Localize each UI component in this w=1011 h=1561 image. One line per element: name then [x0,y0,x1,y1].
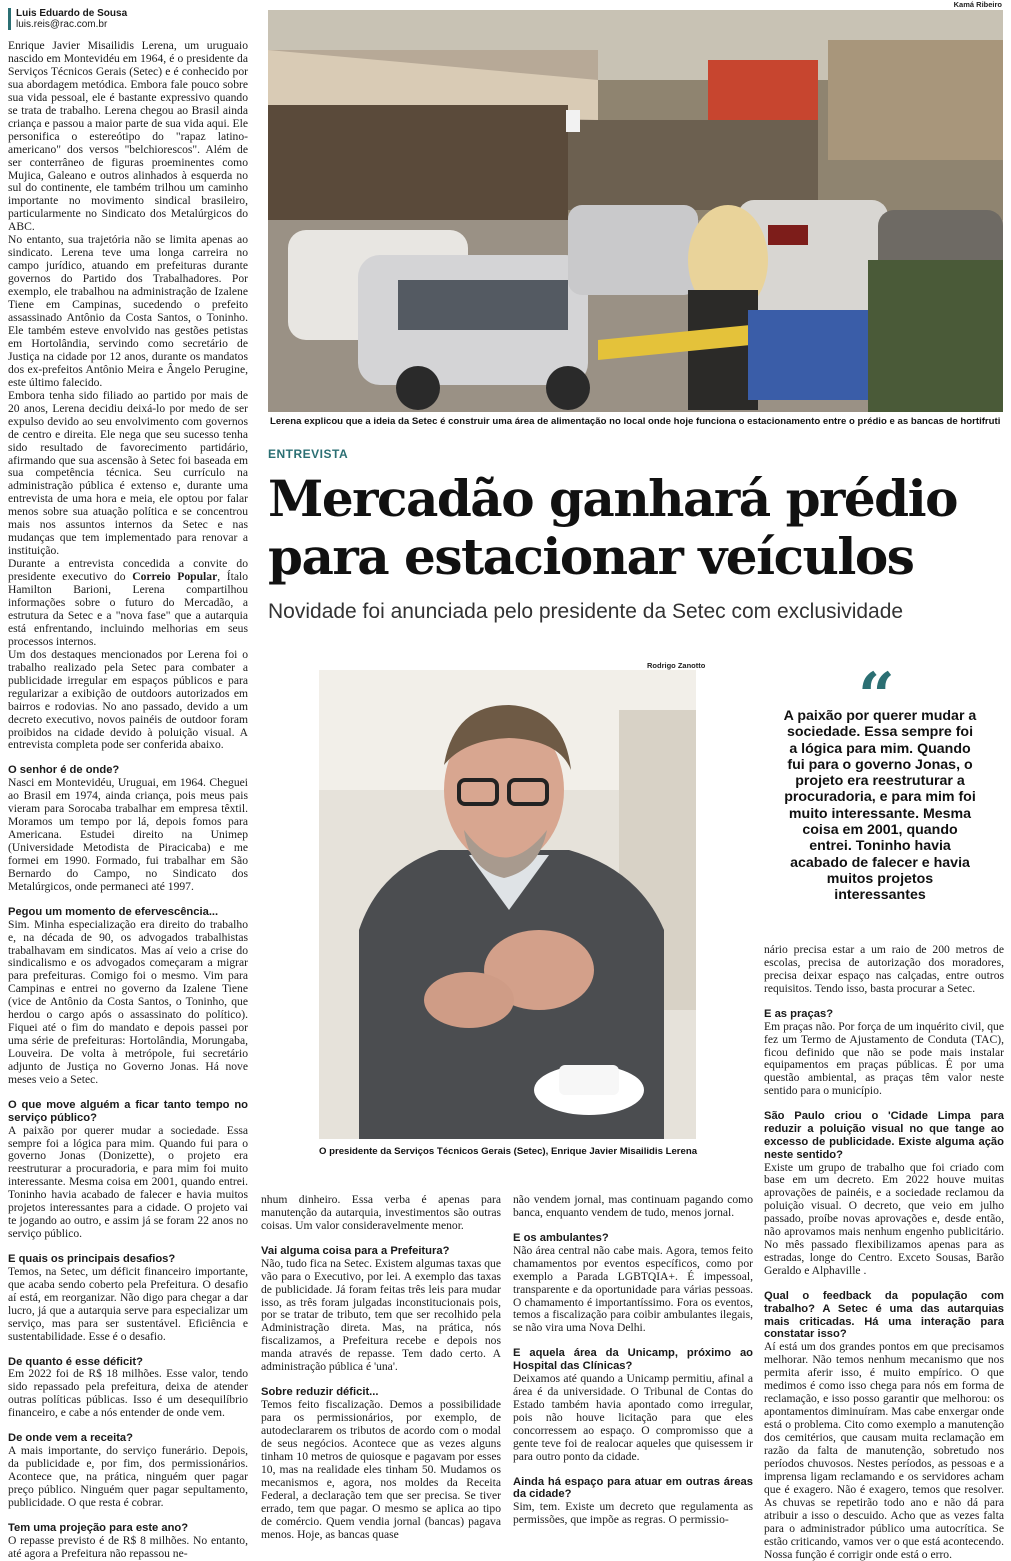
question: De quanto é esse déficit? [8,1355,143,1368]
article-column-4 [764,943,1004,1561]
article-column-1 [8,39,248,1560]
article-column-3 [513,1194,753,1535]
answer: nário precisa estar a um raio de 200 metros de escolas, precisa de autorização dos moradores, precisa deixar espaço nas calçadas, entre outros requisitos. Tendo isso, basta procurar a Setec. [764,943,1004,995]
photo1-credit: Kamá Ribeiro [953,0,1002,9]
market-street-photo [268,10,1003,412]
question: E quais os principais desafios? [8,1253,176,1266]
question: E aquela área da Unicamp, próximo ao Hospital das Clínicas? [513,1347,753,1373]
byline-author: Luis Eduardo de Sousa [16,8,128,19]
question: Sobre reduzir déficit... [261,1386,379,1399]
answer: nhum dinheiro. Essa verba é apenas para manutenção da autarquia, investimentos são outras coisas. Um valor consideravelmente menor. [261,1193,501,1232]
intro-paragraph-1: Enrique Javier Misailidis Lerena, um uruguaio nascido em Montevidéu em 1964, é o presidente da Serviços Técnicos Gerais (Setec) e é conhecido por sua abordagem metódica. Embora fale pouco sobre sua vida pessoal, ele é bastante expressivo quando se trata de trabalho. Lerena chegou ao Brasil ainda criança e passou a maior parte de sua vida aqui. Ele personifica o estereótipo do "rapaz latino-americano" dos versos "belchiorescos". Além de ser conterrâneo de figuras proeminentes como Mujica, Galeano e outros alinhados à esquerda no sul do continente, ele também trilhou um caminho importante no movimento sindical brasileiro, particularmente no Sindicato dos Metalúrgicos do ABC. [8,39,248,234]
intro-paragraph-5: Um dos destaques mencionados por Lerena foi o trabalho realizado pela Setec para combater a publicidade irregular em espaços públicos e para regularizar a exibição de outdoors autorizados em bairros e rodovias. No ano passado, devido a um decreto executivo, novos painéis de outdoor foram proibidos na cidade devido à poluição visual. A entrevista completa pode ser conferida abaixo. [8,647,248,752]
question: Tem uma projeção para este ano? [8,1521,189,1534]
answer: Em 2022 foi de R$ 18 milhões. Esse valor, tendo sido repassado pela prefeitura, deixa de atender outras políticas públicas. Isso é um desequilíbrio financeiro, e cabe a nós entender de onde vem. [8,1367,248,1420]
answer: Temos feito fiscalização. Demos a possibilidade para os permissionários, por exemplo, de autodeclararem os tributos de acordo com o modal de seus negócios. Acontece que as vezes alguns tinham 10 metros de quiosque e pagavam por esses 10, mas na realidade eles tinham 50. Mudamos os mecanismos e, agora, nos moldes da Receita Federal, a declaração tem que ser precisa. Se tiver errado, tem que pagar. O mesmo se aplica ao tipo de comércio. Quem vendia jornal (bancas) pagava menos. Hoje, as bancas quase [261,1398,501,1541]
answer: Aí está um dos grandes pontos em que precisamos melhorar. Não temos nenhum mecanismo que nos permita aferir isso, é muito empírico. O que medimos é como isso chega para nós em forma de reclamação, e isso posso garantir que melhorou: os apontamentos diminuíram. Mas cabe enxergar onde está o problema. Cito como exemplo a manutenção dos cemitérios, que causam muita reclamação em razão da falta de manutenção, sobretudo nos períodos chuvosos. Nestes períodos, as pessoas e a imprensa ligam reclamando e os servidores acham que é exagero. Não é exagero, temos que resolver. As chuvas se repetirão todo ano e não dá para atribuir a isso o descuido. Acho que as vezes falta para o administrador público uma autocrítica. Se estão criticando, vamos ver o que está acontecendo. Nossa função é corrigir onde está o erro. [764,1340,1004,1561]
byline [8,8,127,30]
question: O senhor é de onde? [8,764,120,777]
intro-paragraph-2: No entanto, sua trajetória não se limita apenas ao sindicato. Lerena teve uma longa carreira no campo jurídico, atuando em prefeituras durante governos do Partido dos Trabalhadores. Por exemplo, ele trabalhou na administração de Izalene Tiene em Campinas, sucedendo o prefeito assassinado Antônio da Costa Santos, o Toninho. Ele também esteve envolvido nas gestões petistas em Hortolândia, servindo como secretário de Justiça na cidade por 12 anos, durante os mandatos dos ex-prefeitos Antônio Meira e Ângelo Perugine, este último falecido. [8,233,248,389]
quote-mark-icon: “ [858,659,895,734]
question: São Paulo criou o 'Cidade Limpa para reduzir a poluição visual no que tange ao excesso de publicidade. Existe alguma ação neste sentido? [764,1110,1004,1161]
headline-line-2: para estacionar veículos [268,527,914,586]
answer: A paixão por querer mudar a sociedade. Essa sempre foi a lógica para mim. Quando fui para o governo Jonas (Donizette), o projeto era reestruturar a procuradoria, e para mim foi muito interessante. Mesma coisa em 2001, quando entrei. Toninho havia acabado de falecer e havia muitos projetos interessantes para a cidade. O projeto vai te jogando ao outro, e assim já se foram 22 anos no serviço público. [8,1123,248,1241]
headline [268,470,1008,586]
photo2-caption: O presidente da Serviços Técnicos Gerais (Setec), Enrique Javier Misailidis Lerena [319,1146,698,1157]
answer: Temos, na Setec, um déficit financeiro importante, que acaba sendo coberto pela Prefeitura. O desafio aí está, em reorganizar. Não digo para chegar a dar lucro, já que a autarquia serve para especializar um serviço, mas para ser sustentável. Eficiência e sustentabilidade. Esse é o desafio. [8,1264,248,1343]
question: E os ambulantes? [513,1231,609,1244]
answer: não vendem jornal, mas continuam pagando como banca, enquanto vendem de tudo, menos jornal. [513,1193,753,1219]
answer: Não, tudo fica na Setec. Existem algumas taxas que vão para o Executivo, por lei. A exemplo das taxas de publicidade. Já foram feitas três leis para mudar isso, as três foram julgadas inconstitucionais pois, por se tratar de tributo, tem que ser recolhido pela Administração direta. Mas, na prática, nós fiscalizamos, a Prefeitura recebe e depois nos manda através de repasse. Tem dado certo. A administração pública é 'una'. [261,1256,501,1374]
question: Pegou um momento de efervescência... [8,905,219,918]
answer: Nasci em Montevidéu, Uruguai, em 1964. Cheguei ao Brasil em 1974, ainda criança, pois meus pais vieram para Sorocaba trabalhar em empresa têxtil. Moramos um tempo por lá, depois fomos para Americana. Estudei direito na Unimep (Universidade Metodista de Piracicaba) e me formei em 1990. Formado, fui trabalhar em São Bernardo do Campo, no Sindicato dos Metalúrgicos, onde permaneci até 1997. [8,776,248,893]
byline-email: luis.reis@rac.com.br [16,19,108,30]
question: Vai alguma coisa para a Prefeitura? [261,1244,450,1257]
question: E as praças? [764,1007,834,1020]
answer: O repasse previsto é de R$ 8 milhões. No entanto, até agora a Prefeitura não repassou ne- [8,1533,248,1560]
answer: Sim. Minha especialização era direito do trabalho e, na década de 90, os advogados trabalhistas trabalhavam em sindicatos. Mas aí veio a crise do sindicalismo e os advogados começaram a migrar para prefeituras. Comigo foi o mesmo. Vim para Campinas e entrei no governo da Izalene Tiene (vice de Antônio da Costa Santos, o Toninho, que herdou o cargo após o assassinato do político). Fiquei até o fim do mandato e depois passei por uma série de prefeituras: Hortolândia, Morungaba, Louveira. De volta à metrópole, fui secretário adjunto de Justiça no Governo Jonas. Há nove meses veio a Setec. [8,917,248,1087]
intro-paragraph-4: Durante a entrevista concedida a convite do presidente executivo do Correio Popular, Ítalo Hamilton Barioni, Lerena compartilhou informações sobre o futuro do Mercadão, a estrutura da Setec e a "nova fase" que a autarquia está enfrentando, incluindo melhorias em seus processos internos. [8,557,248,648]
answer: Existe um grupo de trabalho que foi criado com base em um decreto. Em 2022 houve muitas aprovações de painéis, e a sociedade reclamou da poluição visual. O decreto, que veio em julho passado, proíbe novas aprovações e, desde então, não aprovamos mais nenhum engenho publicitário. No mês passado flexibilizamos apenas para as estradas, longe do Centro. Exceto Sousas, Barão Geraldo e Alphaville . [764,1160,1004,1278]
question: O que move alguém a ficar tanto tempo no serviço público? [8,1098,248,1124]
headline-line-1: Mercadão ganhará prédio [268,469,957,528]
subhead: Novidade foi anunciada pelo presidente da Setec com exclusividade [268,600,904,623]
answer: Deixamos até quando a Unicamp permitiu, afinal a área é da universidade. O Tribunal de Contas do Estado também havia apontado como irregular, pois não houve licitação para que eles concorressem ao espaço. O compromisso que a gente teve foi de realocar aqueles que quisessem ir para outro ponto da cidade. [513,1371,753,1463]
portrait-photo [319,670,696,1139]
question: De onde vem a receita? [8,1432,133,1445]
question: Qual o feedback da população com trabalho? A Setec é uma das autarquias mais criticadas. Há uma interação para constatar isso? [764,1290,1004,1341]
intro-paragraph-3: Embora tenha sido filiado ao partido por mais de 20 anos, Lerena decidiu deixá-lo por medo de ser expulso devido ao seu envolvimento com governos de centro e direita. Ele nega que seu sucesso tenha sido resultado de favorecimento partidário, afirmando que sua ascensão à Setec foi baseada em sua competência técnica. Seu currículo na administração pública é extenso e, durante uma entrevista de uma hora e meia, ele optou por falar menos sobre sua atuação política e se concentrou mais nos assuntos internos da Setec e nas mudanças que tem implementado para renovar a instituição. [8,388,248,558]
pull-quote: A paixão por querer mudar a sociedade. Essa sempre foi a lógica para mim. Quando fui para o governo Jonas, o projeto era reestruturar a procuradoria, e para mim foi muito interessante. Mesma coisa em 2001, quando entrei. Toninho havia acabado de falecer e havia muitos projetos interessantes [783,708,977,904]
question: Ainda há espaço para atuar em outras áreas da cidade? [513,1475,753,1501]
answer: Não área central não cabe mais. Agora, temos feito chamamentos por eventos específicos, como por exemplo a Parada LGBTQIA+. É impessoal, transparente e da oportunidade para várias pessoas. O chamamento é importantíssimo. Fora os eventos, temos a fiscalização para coibir ambulantes ilegais, se não vira uma Nova Delhi. [513,1243,753,1335]
answer: Em praças não. Por força de um inquérito civil, que fez um Termo de Ajustamento de Conduta (TAC), ficou definido que não se pode mais instalar equipamentos em praças públicas. É por uma questão ambiental, as praças têm valor neste sentido para o município. [764,1019,1004,1098]
photo2-credit: Rodrigo Zanotto [647,661,706,670]
newspaper-name: Correio Popular [132,570,218,584]
answer: A mais importante, do serviço funerário. Depois, da publicidade e, por fim, dos permissionários. Acontece que, na prática, ninguém quer pagar preço público. Ninguém quer pagar sepultamento, publicidade. O que resta é cobrar. [8,1444,248,1509]
section-kicker: ENTREVISTA [268,447,349,461]
answer: Sim, tem. Existe um decreto que regulamenta as permissões, que impõe as regras. O permissio- [513,1500,753,1527]
article-column-2 [261,1193,501,1541]
photo1-caption: Lerena explicou que a ideia da Setec é construir uma área de alimentação no local onde hoje funciona o estacionamento entre o prédio e as bancas de hortifruti [270,416,1001,427]
